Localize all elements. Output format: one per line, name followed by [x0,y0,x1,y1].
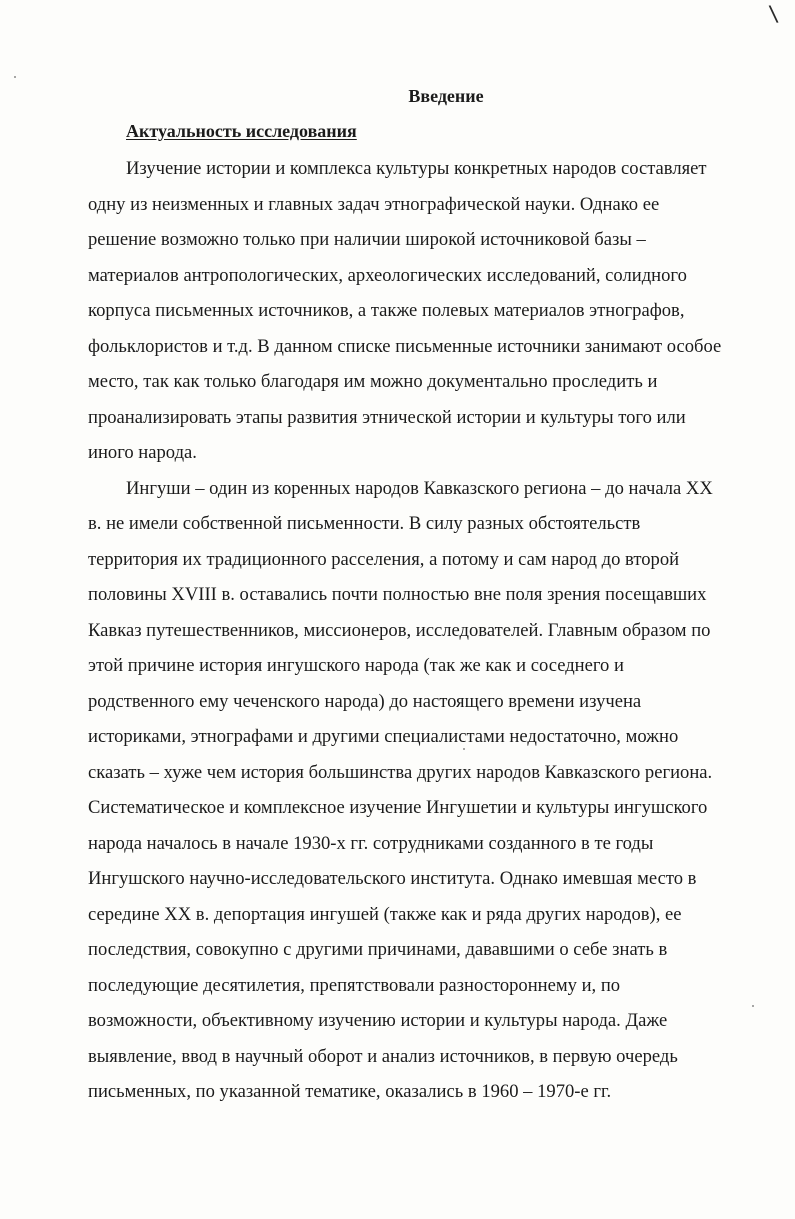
text-line: последствия, совокупно с другими причинами, дававшими о себе знать в [88,939,668,960]
text-line: проанализировать этапы развития этнической истории и культуры того или [88,406,686,428]
text-line: Ингушского научно-исследовательского института. Однако имевшая место в [88,868,697,889]
text-line: середине XX в. депортация ингушей (также как и ряда других народов), ее [88,903,682,925]
text-line: Изучение истории и комплекса культуры конкретных народов составляет [126,158,707,179]
text-line: историками, этнографами и другими специалистами недостаточно, можно [88,726,679,747]
scan-speck [14,76,16,78]
section-subheading: Актуальность исследования [126,121,357,141]
text-line: письменных, по указанной тематике, оказались в 1960 – 1970-е гг. [88,1081,612,1102]
text-line: половины XVIII в. оставались почти полностью вне поля зрения посещавших [88,584,707,605]
text-line: иного народа. [88,442,197,463]
text-line: корпуса письменных источников, а также полевых материалов этнографов, [88,300,685,321]
text-line: этой причине история ингушского народа (так же как и соседнего и [88,655,624,676]
body-text [88,151,758,1110]
text-line: место, так как только благодаря им можно документально проследить и [88,371,658,392]
text-line: одну из неизменных и главных задач этнографической науки. Однако ее [88,193,660,215]
text-line: Систематическое и комплексное изучение Ингушетии и культуры ингушского [88,797,708,818]
text-line: народа началось в начале 1930-х гг. сотрудниками созданного в те годы [88,832,654,854]
text-line: выявление, ввод в научный оборот и анализ источников, в первую очередь [88,1045,678,1067]
text-line: фольклористов и т.д. В данном списке письменные источники занимают особое [88,335,722,357]
text-line: Кавказ путешественников, миссионеров, исследователей. Главным образом по [88,619,711,641]
text-line: родственного ему чеченского народа) до настоящего времени изучена [88,690,642,712]
text-line: решение возможно только при наличии широкой источниковой базы – [88,229,646,250]
text-line: сказать – хуже чем история большинства других народов Кавказского региона. [88,761,713,783]
text-line: Ингуши – один из коренных народов Кавказского региона – до начала XX [126,477,713,499]
text-line: материалов антропологических, археологических исследований, солидного [88,264,687,286]
document-heading: Введение [408,86,484,106]
text-line: последующие десятилетия, препятствовали разностороннему и, по [88,974,621,996]
page-corner-mark: \ [768,1,780,28]
text-line: территория их традиционного расселения, а потому и сам народ до второй [88,548,680,570]
text-line: в. не имели собственной письменности. В силу разных обстоятельств [88,513,641,534]
text-line: возможности, объективному изучению истории и культуры народа. Даже [88,1010,668,1031]
